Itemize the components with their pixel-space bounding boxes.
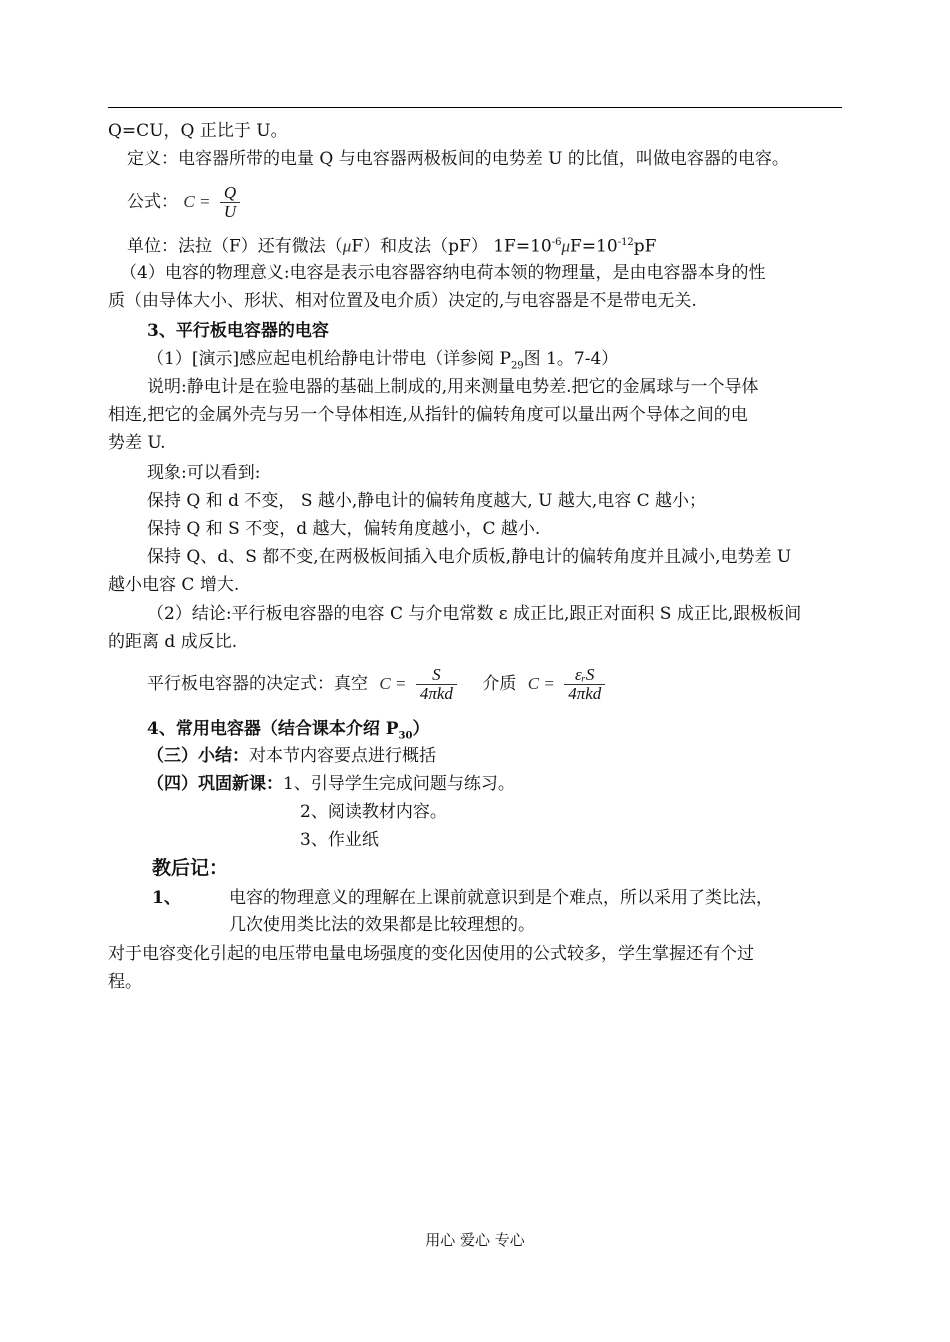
demo-text: （1）[演示]感应起电机给静电计带电（详参阅 P: [147, 349, 511, 369]
note-line-2: 相连,把它的金属外壳与另一个导体相连,从指针的偏转角度可以量出两个导体之间的电: [108, 405, 748, 425]
medium-lhs: C =: [527, 674, 555, 693]
mu-symbol: μ: [342, 236, 352, 256]
mu-symbol: μ: [561, 236, 571, 256]
heading-text: ）: [412, 719, 430, 739]
formula-fraction: [220, 184, 240, 221]
unit-line: [127, 232, 656, 258]
note-line-3: 势差 U.: [108, 433, 166, 453]
exponent: -6: [551, 237, 562, 248]
vacuum-lhs: C =: [379, 674, 407, 693]
unit-text: 单位：法拉（F）还有微法（: [127, 236, 343, 257]
afterword-line-1: 电容的物理意义的理解在上课前就意识到是个难点，所以采用了类比法，: [229, 888, 773, 908]
decide-label: 平行板电容器的决定式：真空: [147, 674, 368, 694]
page-footer: 用心 爱心 专心: [425, 1231, 525, 1249]
decide-formula-line: [147, 662, 605, 706]
demo-text: 图 1。7-4）: [523, 349, 619, 369]
formula-line: [127, 180, 240, 224]
formula-denominator: U: [220, 202, 240, 221]
vacuum-numerator: S: [432, 665, 441, 684]
consolidate-line: [147, 773, 515, 795]
heading-text: 4、常用电容器（结合课本介绍 P: [147, 719, 399, 739]
afterword-title: 教后记：: [152, 857, 229, 879]
definition-line: 定义：电容器所带的电量 Q 与电容器两极板间的电势差 U 的比值，叫做电容器的电容。: [127, 149, 789, 169]
section-heading-3: 3、平行板电容器的电容: [147, 321, 329, 341]
header-rule: [108, 107, 842, 108]
meaning-line-1: （4）电容的物理意义:电容是表示电容器容纳电荷本领的物理量，是由电容器本身的性: [120, 263, 766, 283]
medium-numerator: εᵣS: [575, 665, 595, 684]
formula-label: 公式：: [127, 192, 178, 212]
observation-3a: 保持 Q、d、S 都不变,在两极板间插入电介质板,静电计的偏转角度并且减小,电势差 U: [147, 547, 792, 567]
consolidate-label: （四）巩固新课：: [147, 774, 283, 794]
demo-line: [147, 348, 618, 377]
observation-1: 保持 Q 和 d 不变， S 越小,静电计的偏转角度越大, U 越大,电容 C 越小；: [147, 491, 707, 511]
afterword-line-4: 程。: [108, 972, 142, 992]
vacuum-denominator: 4πkd: [416, 684, 457, 703]
formula-lhs: C =: [183, 192, 211, 211]
observation-3b: 越小电容 C 增大.: [108, 575, 240, 595]
consolidate-item-2: 2、阅读教材内容。: [300, 802, 447, 822]
summary-line: [147, 745, 436, 767]
unit-text: F=10: [570, 236, 618, 257]
vacuum-fraction: [416, 666, 457, 703]
meaning-line-2: 质（由导体大小、形状、相对位置及电介质）决定的,与电容器是不是带电无关.: [108, 291, 697, 311]
unit-text: pF: [633, 236, 657, 257]
summary-text: 对本节内容要点进行概括: [249, 746, 436, 766]
medium-label: 介质: [482, 674, 517, 694]
conclusion-line-1: （2）结论:平行板电容器的电容 C 与介电常数 ε 成正比,跟正对面积 S 成正比,跟极板间: [147, 604, 802, 624]
afterword-number: 1、: [152, 888, 181, 908]
afterword-line-3: 对于电容变化引起的电压带电量电场强度的变化因使用的公式较多，学生掌握还有个过: [108, 944, 754, 964]
consolidate-item-1: 1、引导学生完成问题与练习。: [283, 774, 515, 794]
conclusion-line-2: 的距离 d 成反比.: [108, 632, 238, 652]
section-heading-4: [147, 718, 429, 747]
note-line-1: 说明:静电计是在验电器的基础上制成的,用来测量电势差.把它的金属球与一个导体: [147, 377, 759, 397]
observation-heading: 现象:可以看到:: [147, 463, 261, 483]
page-subscript: 29: [510, 360, 524, 372]
unit-text: F）和皮法（pF） 1F=10: [351, 236, 552, 257]
exponent: -12: [617, 237, 634, 248]
formula-numerator: Q: [223, 183, 237, 202]
medium-fraction: [564, 666, 605, 703]
afterword-line-2: 几次使用类比法的效果都是比较理想的。: [229, 915, 535, 935]
text-line: Q=CU，Q 正比于 U。: [108, 121, 288, 141]
observation-2: 保持 Q 和 S 不变，d 越大，偏转角度越小，C 越小.: [147, 519, 541, 539]
summary-label: （三）小结：: [147, 746, 249, 766]
page-subscript: 30: [398, 730, 413, 742]
consolidate-item-3: 3、作业纸: [300, 830, 379, 850]
medium-denominator: 4πkd: [564, 684, 605, 703]
